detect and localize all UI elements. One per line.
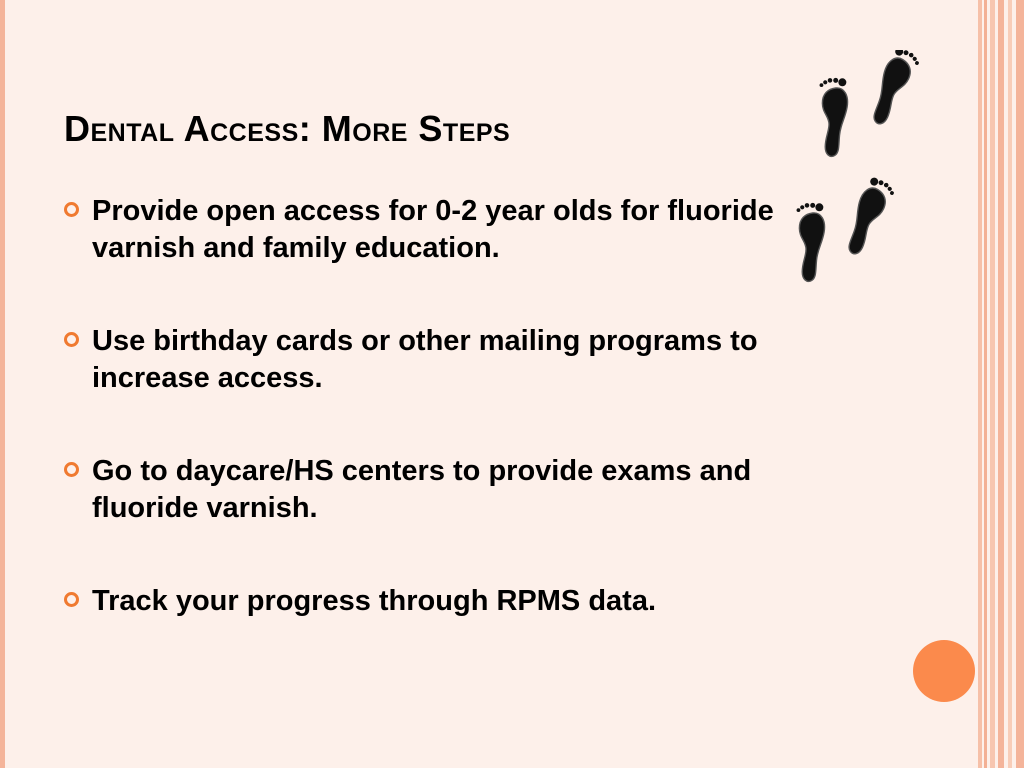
ring-bullet-icon (64, 462, 79, 477)
slide-title: Dental Access: More Steps (64, 108, 511, 149)
footprints-icon (786, 50, 946, 290)
ring-bullet-icon (64, 332, 79, 347)
ring-bullet-icon (64, 202, 79, 217)
bullet-item (63, 193, 803, 267)
bullet-list (63, 193, 803, 676)
left-border-stripe (0, 0, 5, 768)
bullet-text: Go to daycare/HS centers to provide exams and fluoride varnish. (92, 455, 752, 524)
right-border-stripes (978, 0, 1024, 768)
ring-bullet-icon (64, 592, 79, 607)
orange-accent-circle (913, 640, 975, 702)
bullet-text: Provide open access for 0-2 year olds for fluoride varnish and family education. (92, 195, 774, 264)
bullet-item (63, 583, 803, 620)
bullet-text: Use birthday cards or other mailing programs to increase access. (92, 325, 758, 394)
bullet-item (63, 453, 803, 527)
bullet-text: Track your progress through RPMS data. (92, 585, 656, 617)
bullet-item (63, 323, 803, 397)
